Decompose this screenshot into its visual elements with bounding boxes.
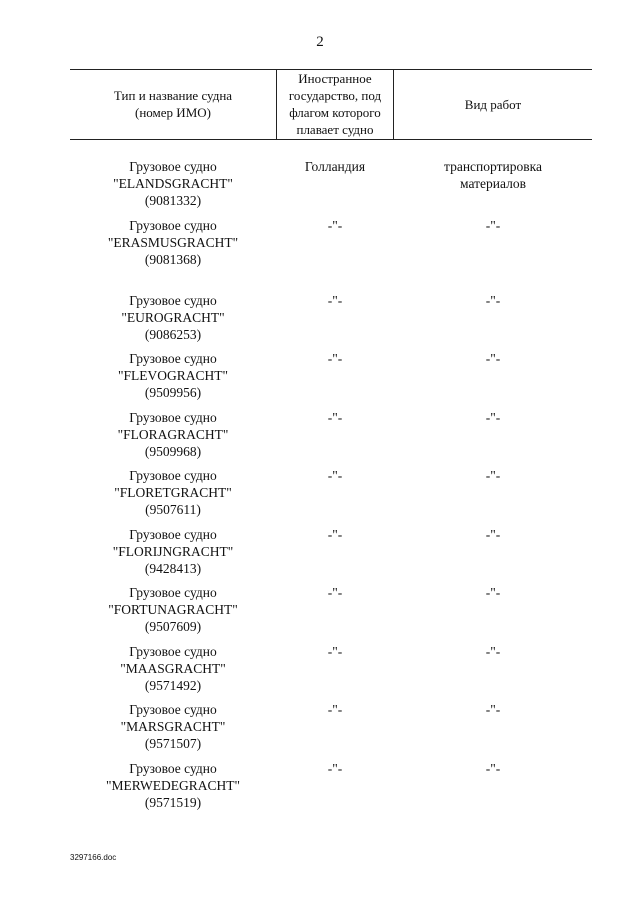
vessel-cell xyxy=(70,467,276,518)
vessel-imo: (9571507) xyxy=(144,736,202,751)
work-cell: -"- xyxy=(485,643,501,659)
vessel-type: Грузовое судно xyxy=(129,409,217,425)
table-row xyxy=(70,350,592,409)
vessel-imo: (9509968) xyxy=(144,443,202,459)
vessel-cell xyxy=(70,158,276,209)
vessel-name: "ERASMUSGRACHT" xyxy=(107,234,239,250)
vessel-cell xyxy=(70,350,276,401)
vessel-name: "MARSGRACHT" xyxy=(120,719,226,734)
vessel-imo: (9571492) xyxy=(144,677,202,693)
vessel-table-body xyxy=(70,158,592,818)
table-row xyxy=(70,701,592,760)
table-row xyxy=(70,584,592,643)
table-row xyxy=(70,158,592,217)
vessel-cell xyxy=(70,701,276,752)
vessel-cell xyxy=(70,217,276,268)
vessel-imo: (9081332) xyxy=(144,193,202,208)
file-name-footer: 3297166.doc xyxy=(70,853,117,862)
vessel-imo: (9507609) xyxy=(144,619,202,634)
header-flag-state: Иностранное государство, под флагом которого плавает судно xyxy=(288,71,382,137)
vessel-name: "FLORAGRACHT" xyxy=(117,426,229,442)
table-header-bottom-rule xyxy=(70,139,592,140)
vessel-imo: (9507611) xyxy=(145,502,201,517)
flag-cell: -"- xyxy=(327,409,343,425)
vessel-cell xyxy=(70,409,276,460)
work-cell: -"- xyxy=(485,292,501,308)
vessel-name: "FORTUNAGRACHT" xyxy=(108,602,238,617)
flag-cell: -"- xyxy=(327,585,343,600)
work-cell: -"- xyxy=(485,760,501,776)
table-row xyxy=(70,409,592,468)
flag-cell: Голландия xyxy=(304,159,366,174)
table-row xyxy=(70,217,592,292)
vessel-type: Грузовое судно xyxy=(129,351,217,366)
work-cell: -"- xyxy=(485,468,501,483)
work-cell: -"- xyxy=(485,217,501,233)
vessel-type: Грузовое судно xyxy=(129,292,217,308)
vessel-type: Грузовое судно xyxy=(129,217,217,233)
flag-cell: -"- xyxy=(327,468,343,483)
work-cell: -"- xyxy=(485,585,501,600)
vessel-cell xyxy=(70,760,276,811)
flag-cell: -"- xyxy=(327,292,343,308)
work-cell: -"- xyxy=(485,351,501,366)
flag-cell: -"- xyxy=(327,351,343,366)
vessel-cell xyxy=(70,292,276,343)
vessel-type: Грузовое судно xyxy=(129,702,217,717)
vessel-type: Грузовое судно xyxy=(129,159,217,174)
table-row xyxy=(70,643,592,702)
vessel-imo: (9086253) xyxy=(144,326,202,342)
vessel-imo: (9428413) xyxy=(144,560,202,576)
table-row xyxy=(70,526,592,585)
vessel-type: Грузовое судно xyxy=(129,760,217,776)
vessel-cell xyxy=(70,526,276,577)
vessel-name: "MERWEDEGRACHT" xyxy=(105,777,241,793)
flag-cell: -"- xyxy=(327,643,343,659)
page-number: 2 xyxy=(316,34,324,50)
work-cell: транспортировка материалов xyxy=(444,159,542,191)
header-vessel-type-name: Тип и название судна (номер ИМО) xyxy=(113,88,233,120)
flag-cell: -"- xyxy=(327,702,343,717)
vessel-type: Грузовое судно xyxy=(129,643,217,659)
vessel-name: "FLEVOGRACHT" xyxy=(117,368,229,383)
work-cell: -"- xyxy=(485,409,501,425)
flag-cell: -"- xyxy=(327,526,343,542)
vessel-imo: (9081368) xyxy=(144,251,202,267)
vessel-cell xyxy=(70,584,276,635)
vessel-name: "MAASGRACHT" xyxy=(120,660,226,676)
work-cell: -"- xyxy=(485,526,501,542)
vessel-imo: (9571519) xyxy=(144,794,202,810)
vessel-type: Грузовое судно xyxy=(129,468,217,483)
vessel-name: "ELANDSGRACHT" xyxy=(113,176,233,191)
vessel-cell xyxy=(70,643,276,694)
flag-cell: -"- xyxy=(327,217,343,233)
table-row xyxy=(70,292,592,351)
table-row xyxy=(70,467,592,526)
vessel-name: "FLORIJNGRACHT" xyxy=(112,543,234,559)
vessel-imo: (9509956) xyxy=(144,385,202,400)
flag-cell: -"- xyxy=(327,760,343,776)
vessel-name: "FLORETGRACHT" xyxy=(114,485,232,500)
vessel-name: "EUROGRACHT" xyxy=(121,309,225,325)
table-row xyxy=(70,760,592,819)
vessel-type: Грузовое судно xyxy=(129,526,217,542)
header-work-type: Вид работ xyxy=(464,96,522,112)
work-cell: -"- xyxy=(485,702,501,717)
vessel-type: Грузовое судно xyxy=(129,585,217,600)
